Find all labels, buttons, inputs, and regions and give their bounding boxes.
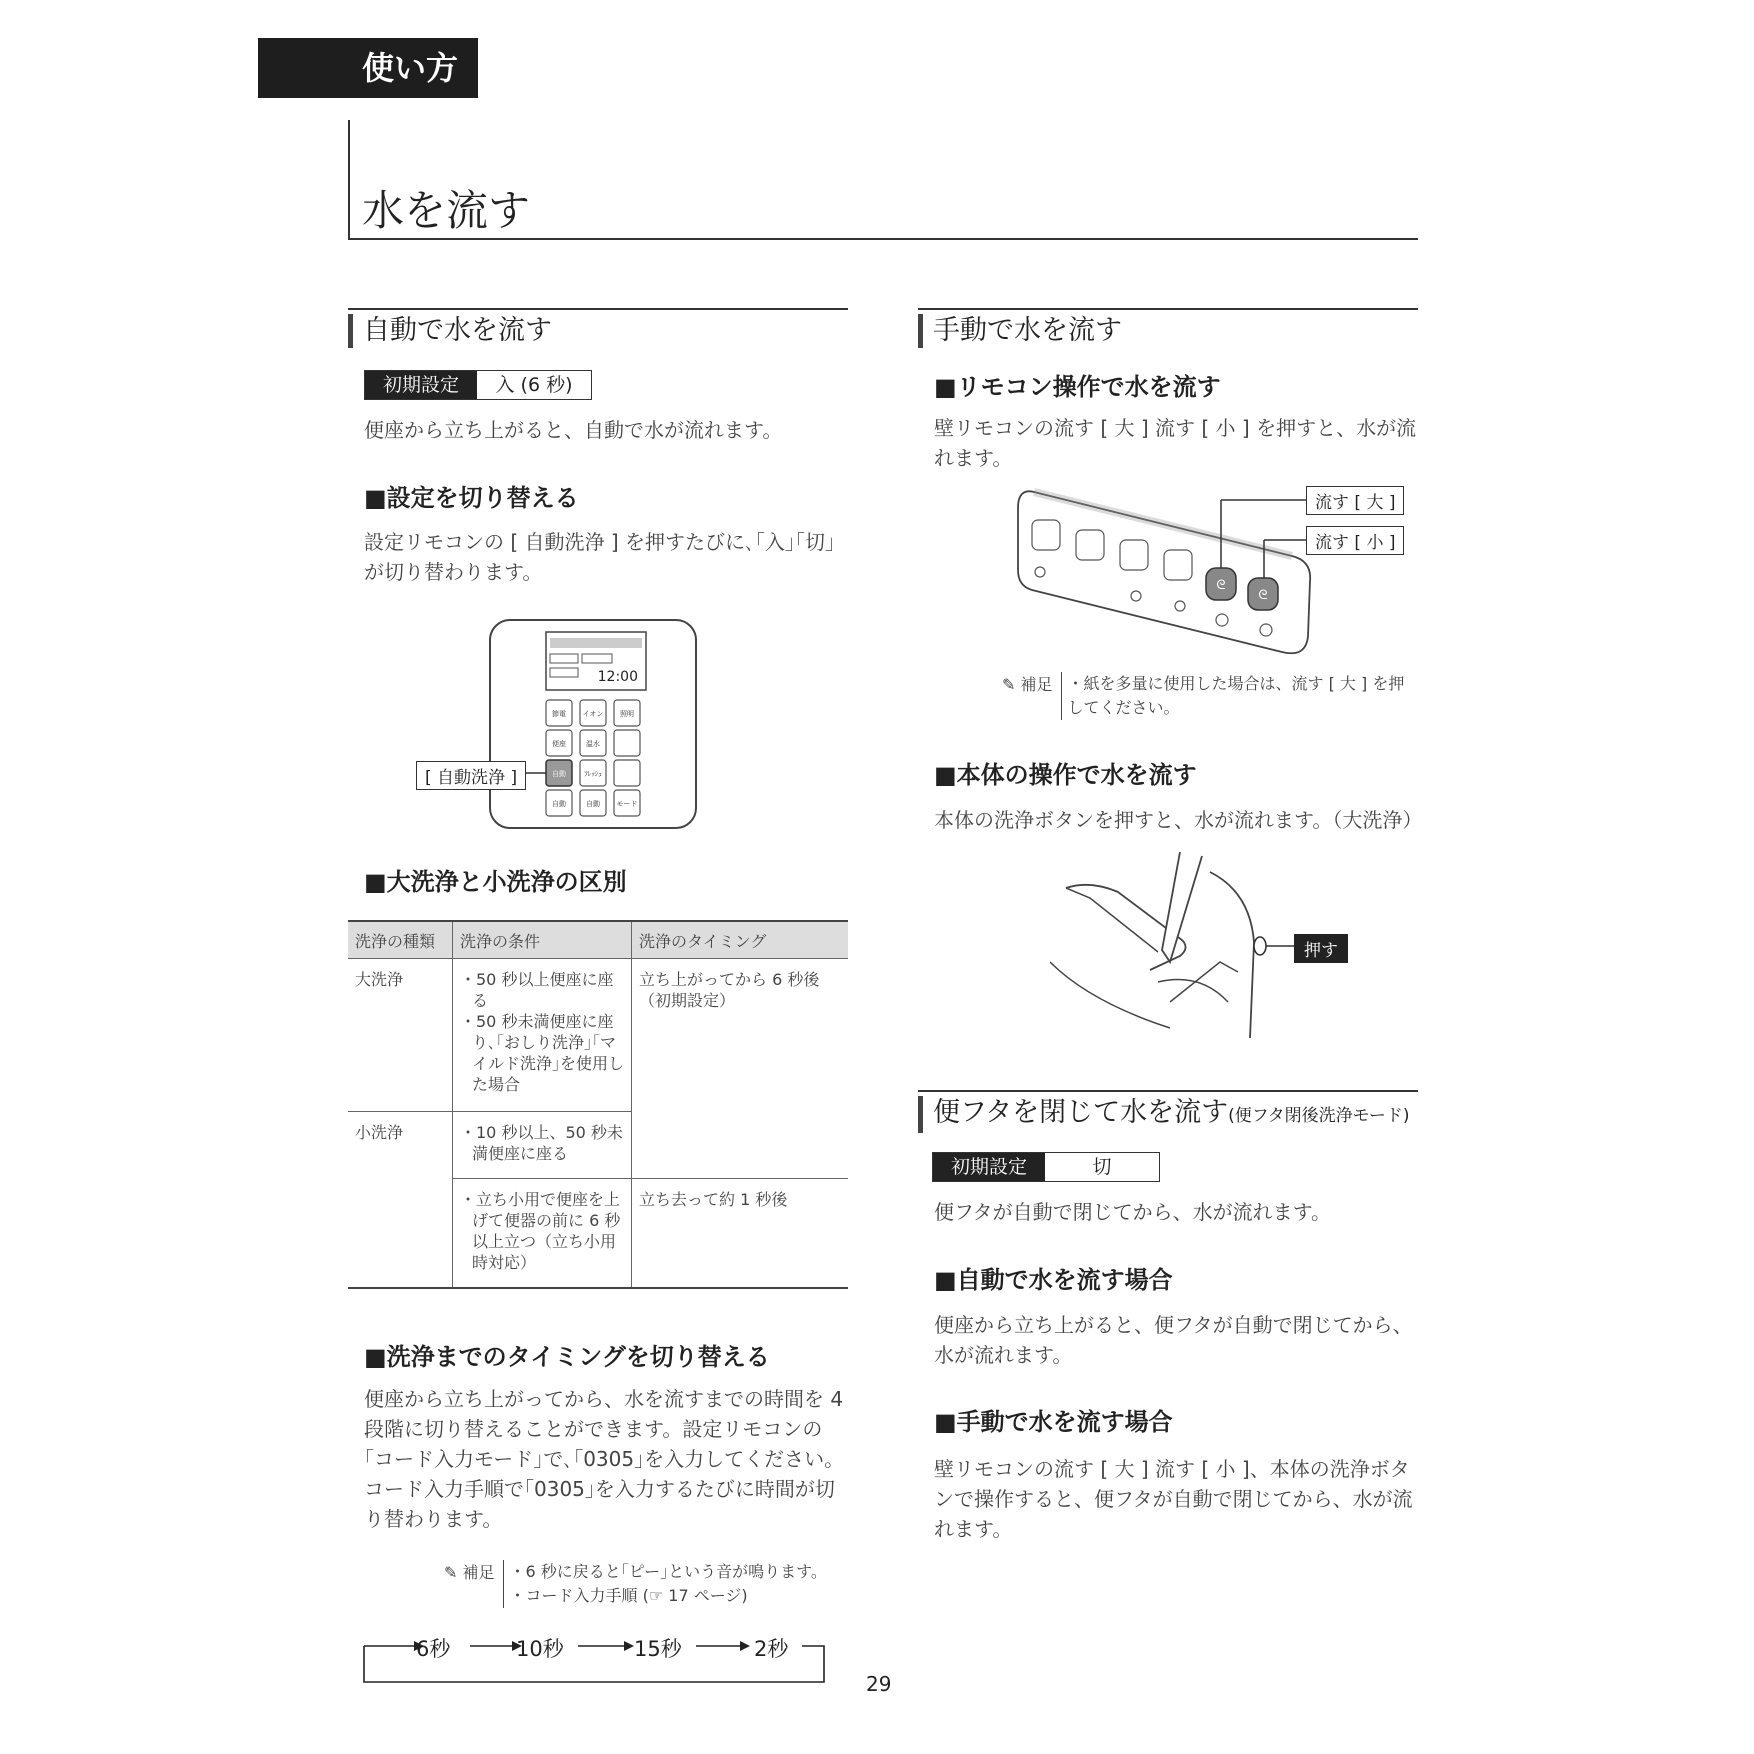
svg-text:照明: 照明 [620, 710, 634, 718]
lid-initial-label: 初期設定 [933, 1153, 1045, 1181]
svg-text:節電: 節電 [552, 710, 566, 718]
svg-text:ﾌﾚｯｼｭ: ﾌﾚｯｼｭ [584, 770, 602, 778]
remote-op-heading: ■リモコン操作で水を流す [934, 373, 1221, 401]
svg-text:便座: 便座 [552, 740, 566, 748]
auto-heading: 自動で水を流す [348, 314, 552, 348]
table-row [348, 959, 848, 1112]
col-type: 洗浄の種類 [348, 921, 453, 959]
timing-note-line-1: ・6 秒に戻ると｢ピー｣という音が鳴ります。 [509, 1562, 827, 1581]
pencil-icon: ✎ [444, 1563, 463, 1582]
timing-heading: ■洗浄までのタイミングを切り替える [364, 1343, 770, 1371]
switch-heading: ■設定を切り替える [364, 484, 579, 512]
flush-types-table [348, 920, 848, 1289]
type-small: 小洗浄 [348, 1112, 453, 1289]
timing-desc: 便座から立ち上がってから、水を流すまでの時間を 4 段階に切り替えることができます。設定リモコンの｢コード入力モード｣で､｢0305｣を入力してください。コード入力手順で｢0305｣を入力するたびに時間が切り替わります。 [364, 1387, 845, 1531]
wall-remote-illustration [1012, 486, 1312, 672]
svg-text:温水: 温水 [586, 740, 600, 748]
page-number: 29 [866, 1672, 892, 1696]
svg-text:ᘓ: ᘓ [1216, 578, 1226, 593]
small-conditions-2 [453, 1179, 632, 1289]
timing-step-1: 6秒 [416, 1637, 451, 1661]
timing-note-body [503, 1560, 827, 1608]
timing-note-label: ✎ 補足 [444, 1563, 495, 1582]
lid-desc: 便フタが自動で閉じてから、水が流れます。 [934, 1200, 1331, 1224]
small-cond-1: ・10 秒以上、50 秒未満便座に座る [460, 1123, 623, 1163]
timing-step-3: 15秒 [634, 1637, 682, 1661]
remote-note-label: ✎ 補足 [1002, 675, 1053, 694]
small-conditions [453, 1112, 632, 1179]
lid-heading-main: 便フタを閉じて水を流す [933, 1097, 1229, 1128]
press-callout: 押す [1294, 934, 1348, 963]
col-condition: 洗浄の条件 [453, 921, 632, 959]
timing-step-2: 10秒 [516, 1637, 564, 1661]
auto-initial-setting [364, 370, 592, 400]
section-tab: 使い方 [258, 38, 478, 98]
title-rule-horizontal [348, 238, 1418, 240]
svg-text:自動: 自動 [552, 770, 566, 778]
lid-heading-rule [918, 1090, 1418, 1092]
type-big: 大洗浄 [348, 959, 453, 1112]
svg-text:ᘓ: ᘓ [1258, 588, 1268, 603]
settings-remote-illustration [488, 618, 698, 830]
remote-note [1002, 672, 1418, 720]
body-op-desc: 本体の洗浄ボタンを押すと、水が流れます。（大洗浄） [934, 808, 1423, 832]
timing-note-line-2: ・コード入力手順 (☞ 17 ページ) [509, 1586, 748, 1605]
auto-heading-rule [348, 308, 848, 310]
initial-setting-value: 入 (6 秒) [495, 374, 573, 396]
remote-note-text: ・紙を多量に使用した場合は、流す [ 大 ] を押してください。 [1061, 672, 1418, 720]
svg-text:自動: 自動 [586, 800, 600, 808]
flush-big-callout: 流す [ 大 ] [1306, 486, 1404, 515]
small-timing: 立ち去って約 1 秒後 [639, 1190, 788, 1209]
auto-desc: 便座から立ち上がると、自動で水が流れます。 [364, 418, 783, 442]
title-rule-vertical [348, 120, 350, 240]
flush-small-callout: 流す [ 小 ] [1306, 526, 1404, 555]
timing-note [444, 1560, 854, 1608]
toilet-body-illustration [1050, 852, 1300, 1038]
manual-heading-rule [918, 308, 1418, 310]
lid-heading [918, 1096, 1410, 1133]
lid-manual-heading: ■手動で水を流す場合 [934, 1408, 1173, 1436]
lid-auto-heading: ■自動で水を流す場合 [934, 1266, 1173, 1294]
big-cond-1: ・50 秒以上便座に座る [460, 970, 614, 1010]
svg-text:自動: 自動 [552, 800, 566, 808]
initial-setting-label: 初期設定 [365, 371, 477, 399]
lid-manual-desc: 壁リモコンの流す [ 大 ] 流す [ 小 ]、本体の洗浄ボタンで操作すると、便フタが自動で閉じてから、水が流れます。 [934, 1457, 1413, 1541]
timing-step-4: 2秒 [754, 1637, 789, 1661]
pencil-icon: ✎ [1002, 675, 1021, 694]
svg-text:イオン: イオン [582, 710, 604, 718]
auto-flush-key-callout: [ 自動洗浄 ] [416, 761, 526, 790]
switch-desc: 設定リモコンの [ 自動洗浄 ] を押すたびに､｢入｣｢切｣が切り替わります。 [364, 530, 836, 584]
big-cond-2: ・50 秒未満便座に座り､｢おしり洗浄｣｢マイルド洗浄｣を使用した場合 [460, 1012, 625, 1094]
svg-text:モード: モード [616, 800, 638, 808]
lid-initial-setting [932, 1152, 1160, 1182]
col-timing: 洗浄のタイミング [632, 921, 849, 959]
lid-auto-desc: 便座から立ち上がると、便フタが自動で閉じてから、水が流れます。 [934, 1313, 1413, 1367]
big-timing: 立ち上がってから 6 秒後（初期設定） [632, 959, 849, 1179]
manual-heading: 手動で水を流す [918, 314, 1122, 348]
big-conditions [453, 959, 632, 1112]
lid-heading-sub: (便フタ閉後洗浄モード) [1228, 1106, 1410, 1126]
remote-op-desc: 壁リモコンの流す [ 大 ] 流す [ 小 ] を押すと、水が流れます。 [934, 416, 1417, 470]
flush-types-heading: ■大洗浄と小洗浄の区別 [364, 868, 627, 896]
lid-initial-value: 切 [1092, 1156, 1112, 1178]
page-title: 水を流す [362, 186, 531, 235]
remote-time: 12:00 [597, 669, 638, 685]
small-cond-2: ・立ち小用で便座を上げて便器の前に 6 秒以上立つ（立ち小用時対応） [460, 1190, 621, 1272]
body-op-heading: ■本体の操作で水を流す [934, 761, 1197, 789]
